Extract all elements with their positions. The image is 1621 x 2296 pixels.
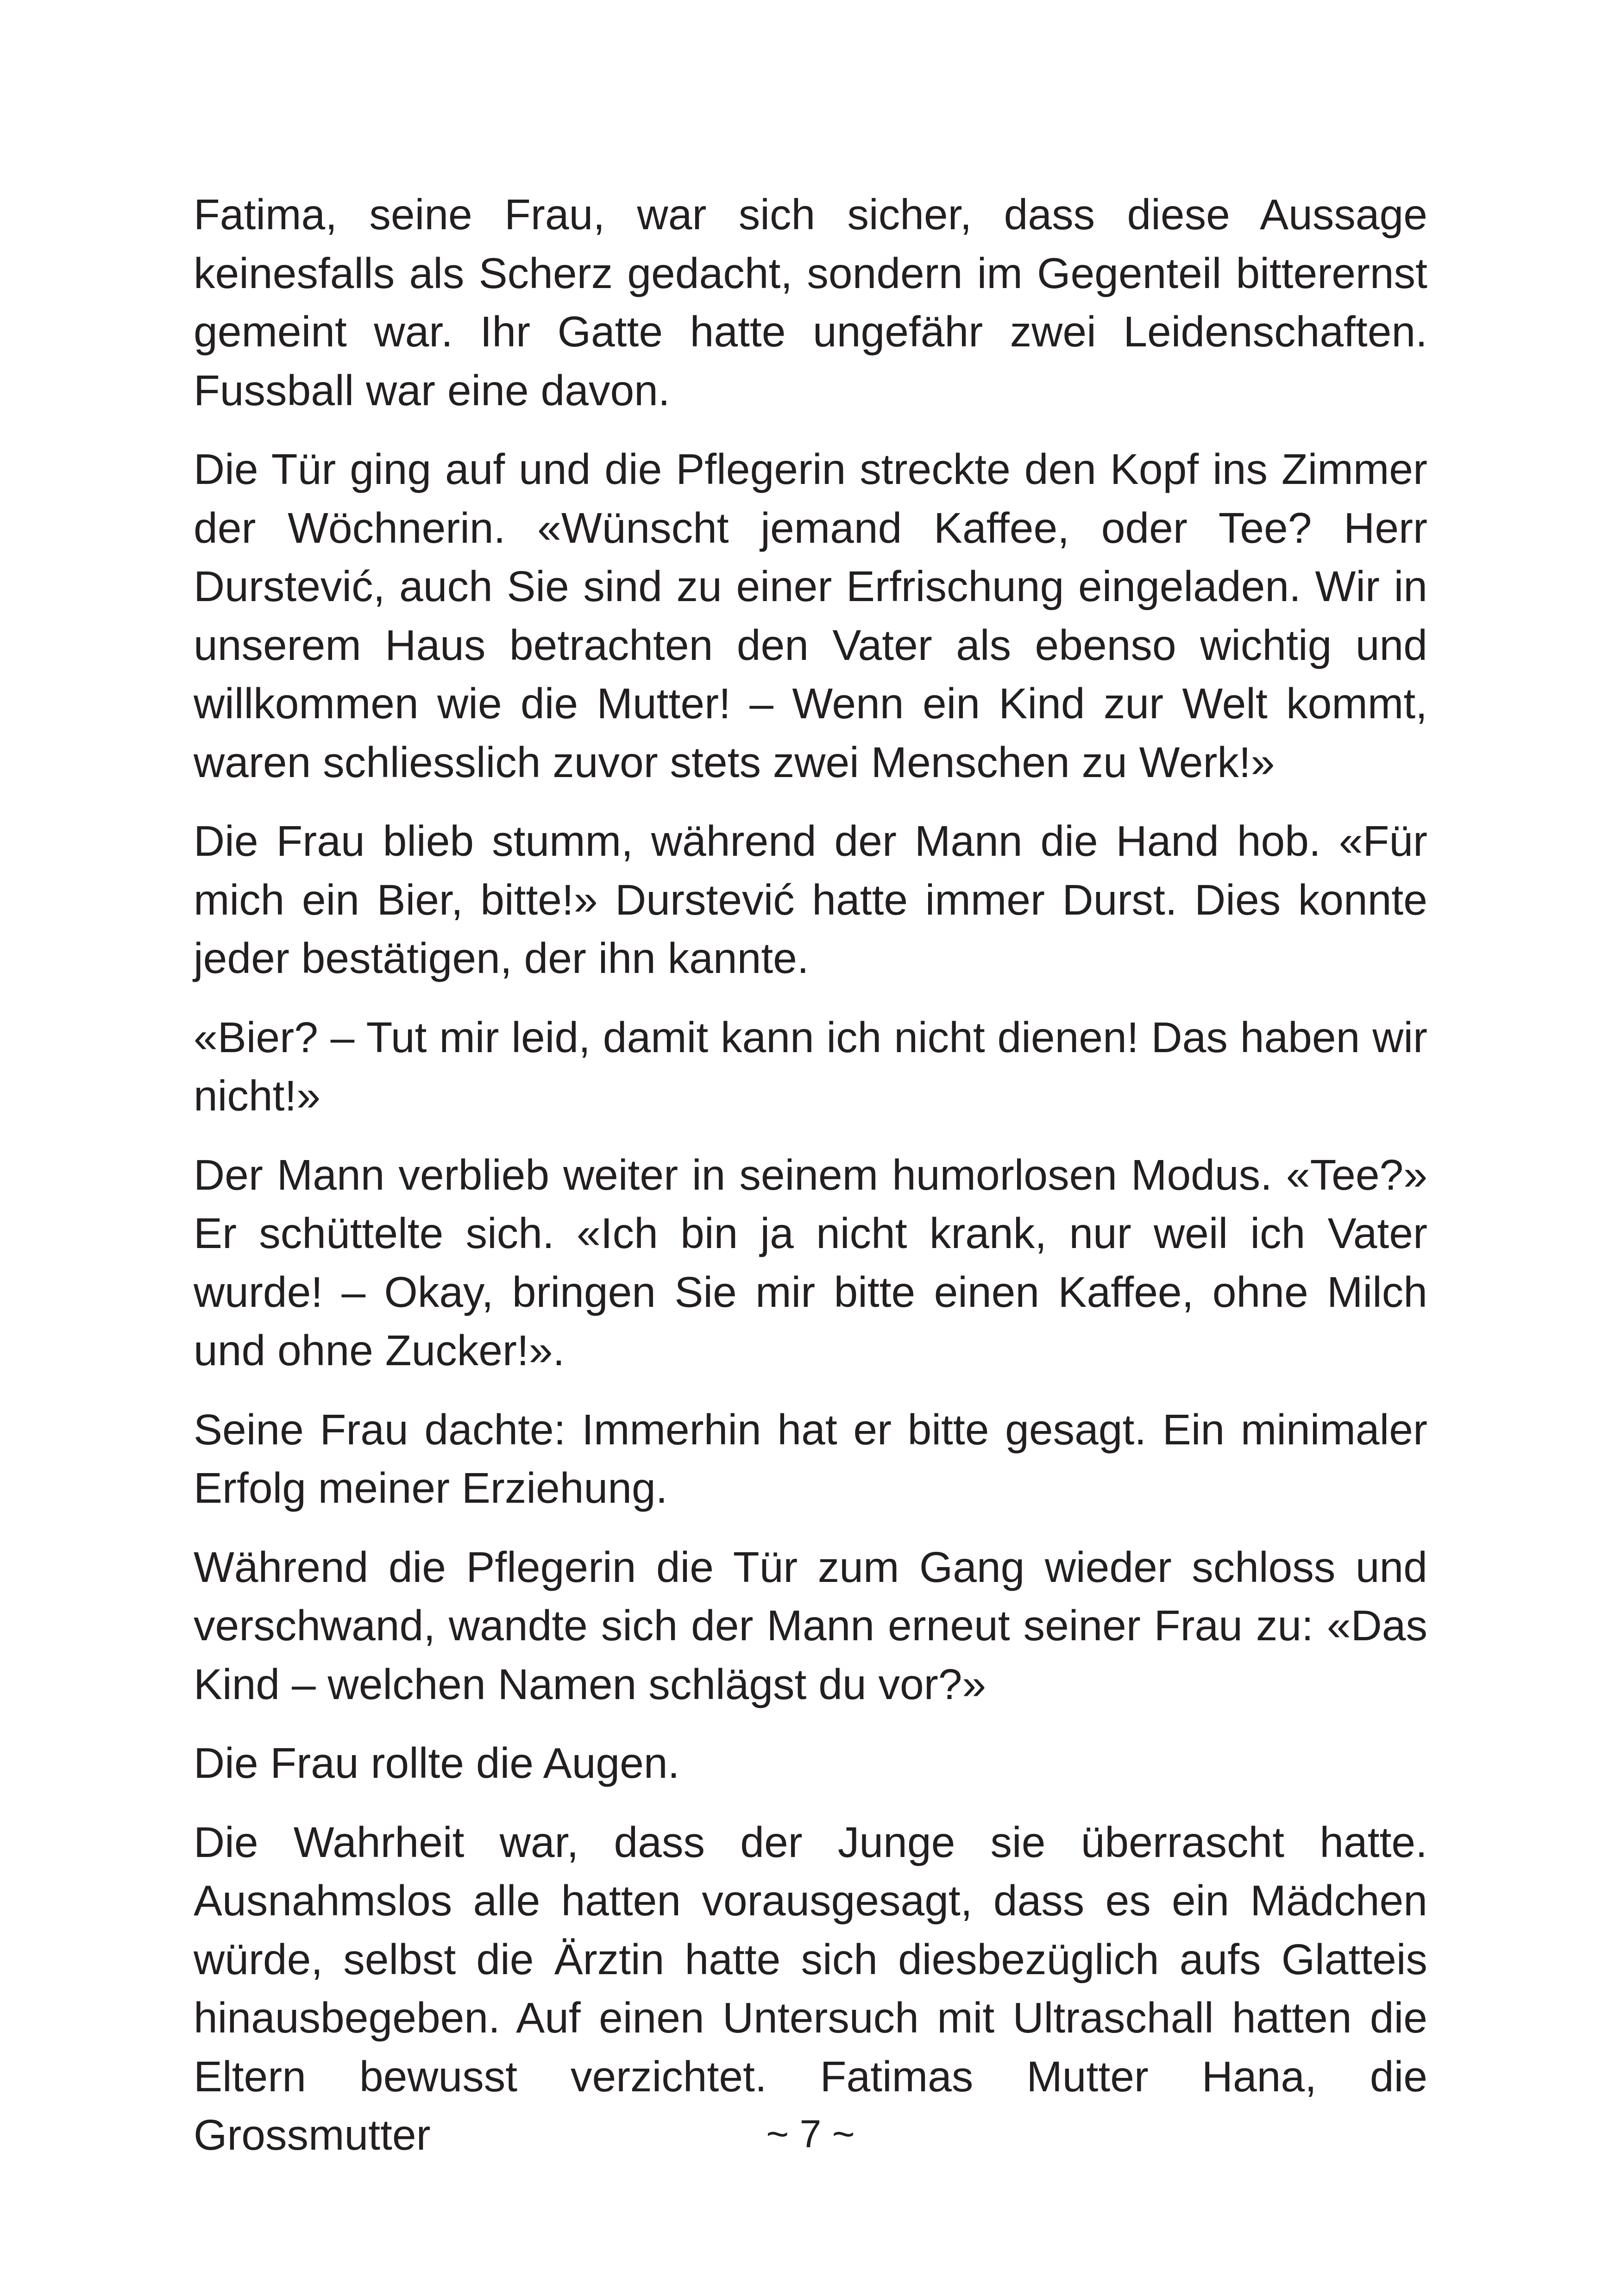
paragraph: Während die Pflegerin die Tür zum Gang wieder schloss und verschwand, wandte sich der Mann erneut seiner Frau zu: «Das Kind – welchen Namen schlägst du vor?» [194,1543,1427,1708]
paragraph: «Bier? – Tut mir leid, damit kann ich nicht dienen! Das haben wir nicht!» [194,1013,1427,1120]
paragraph: Die Tür ging auf und die Pflegerin streckte den Kopf ins Zimmer der Wöchnerin. «Wünscht jemand Kaffee, oder Tee? Herr Durstević, auch Sie sind zu einer Erfrischung eingeladen. Wir in unserem Haus betrachten den Vater als ebenso wichtig und willkommen wie die Mutter! – Wenn ein Kind zur Welt kommt, waren schliesslich zuvor stets zwei Menschen zu Werk!» [194,445,1427,786]
paragraph: Die Frau blieb stumm, während der Mann die Hand hob. «Für mich ein Bier, bitte!» Durstević hatte immer Durst. Dies konnte jeder bestätigen, der ihn kannte. [194,817,1427,982]
paragraph: Die Frau rollte die Augen. [194,1739,680,1787]
page-number: ~ 7 ~ [766,2112,855,2156]
paragraph: Die Wahrheit war, dass der Junge sie überrascht hatte. Ausnahmslos alle hatten vorausgesagt, dass es ein Mädchen würde, selbst die Ärztin hatte sich diesbezüglich aufs Glatteis hinausbegeben. Auf einen Untersuch mit Ultraschall hatten die Eltern bewusst verzichtet. Fatimas Mutter Hana, die Grossmutter [194,1818,1427,2159]
paragraph: Der Mann verblieb weiter in seinem humorlosen Modus. «Tee?» Er schüttelte sich. «Ich bin ja nicht krank, nur weil ich Vater wurde! – Okay, bringen Sie mir bitte einen Kaffee, ohne Milch und ohne Zucker!». [194,1150,1427,1374]
paragraph: Seine Frau dachte: Immerhin hat er bitte gesagt. Ein minimaler Erfolg meiner Erziehung. [194,1405,1427,1512]
body-text [194,185,1427,2185]
paragraph: Fatima, seine Frau, war sich sicher, dass diese Aussage keinesfalls als Scherz gedacht, sondern im Gegenteil bitterernst gemeint war. Ihr Gatte hatte ungefähr zwei Leidenschaften. Fussball war eine davon. [194,190,1427,414]
